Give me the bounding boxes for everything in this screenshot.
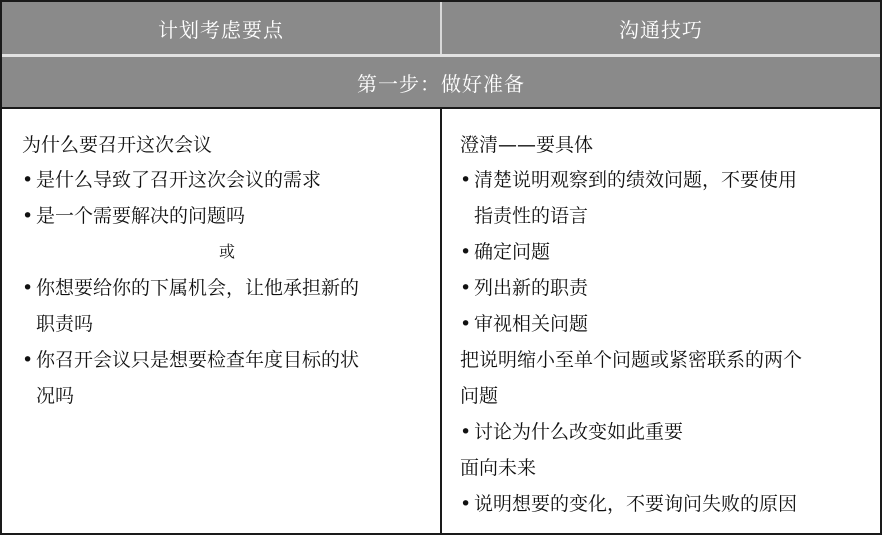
header-planning-points: 计划考虑要点: [2, 2, 440, 54]
right-bullet-4: [460, 311, 588, 337]
right-bullet-5-text: 讨论为什么改变如此重要: [474, 421, 684, 443]
right-heading-future: 面向未来: [460, 457, 537, 479]
column-divider: [440, 109, 442, 533]
right-bullet-1-text-line1: 清楚说明观察到的绩效问题，不要使用: [474, 169, 798, 191]
step-title: 第一步：做好准备: [2, 57, 880, 107]
left-bullet-2: [22, 203, 245, 229]
right-bullet-1: [460, 167, 797, 193]
left-bullet-3: [22, 275, 359, 301]
left-bullet-1-text: 是什么导致了召开这次会议的需求: [36, 169, 322, 191]
left-bullet-4-line2: 况吗: [36, 385, 75, 407]
left-bullet-2-text: 是一个需要解决的问题吗: [36, 205, 246, 227]
left-bullet-3-text-line1: 你想要给你的下属机会，让他承担新的: [36, 277, 360, 299]
left-bullet-4: [22, 347, 359, 373]
right-bullet-6: [460, 491, 797, 517]
right-bullet-5: [460, 419, 683, 445]
header-communication-skills: 沟通技巧: [442, 2, 880, 54]
right-bullet-3: [460, 275, 588, 301]
left-bullet-3-line2: 职责吗: [36, 313, 94, 335]
left-bullet-4-text-line1: 你召开会议只是想要检查年度目标的状: [36, 349, 360, 371]
right-heading-narrow-line2: 问题: [460, 385, 499, 407]
right-bullet-2: [460, 239, 550, 265]
left-heading: 为什么要召开这次会议: [22, 134, 213, 156]
right-heading-narrow: 把说明缩小至单个问题或紧密联系的两个: [460, 349, 803, 371]
right-bullet-3-text: 列出新的职责: [474, 277, 589, 299]
right-bullet-4-text: 审视相关问题: [474, 313, 589, 335]
right-bullet-6-text: 说明想要的变化，不要询问失败的原因: [474, 493, 798, 515]
right-bullet-1-line2: 指责性的语言: [474, 205, 589, 227]
left-bullet-1: [22, 167, 321, 193]
left-or-text: 或: [218, 242, 235, 261]
right-heading-clarify: 澄清——要具体: [460, 134, 594, 156]
right-bullet-2-text: 确定问题: [474, 241, 551, 263]
